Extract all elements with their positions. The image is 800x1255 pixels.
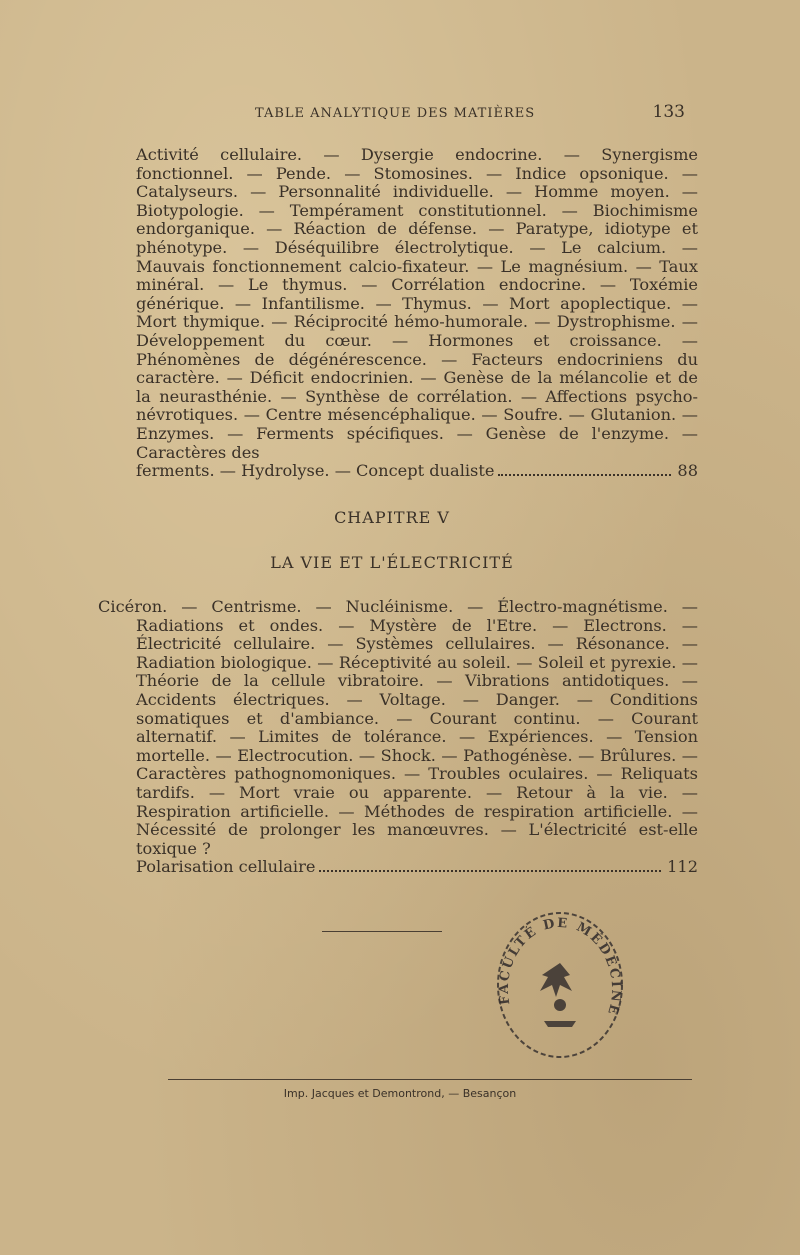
chapter-number: CHAPITRE V [334, 508, 450, 527]
entry-leader-line [98, 858, 698, 877]
header-title: TABLE ANALYTIQUE DES MATIÈRES [255, 106, 536, 121]
dot-leader [498, 474, 671, 476]
entry-last-line: ferments. — Hydrolyse. — Concept dualiste [136, 461, 495, 481]
entry-page-number: 112 [667, 857, 698, 877]
entry-text: Cicéron. — Centrisme. — Nucléinisme. — Électro-magnétisme. — Radiations et ondes. — Mystère de l'Etre. — Electrons. — Électricité cellulaire. — Systèmes cellulaires. — Résonance. — Radiation biologique. — Réceptivité au soleil. — Soleil et pyrexie. — Théorie de la cellule vibratoire. — Vibrations antidotiques. — Accidents électriques. — Voltage. — Danger. — Conditions somatiques et d'ambiance. — Courant continu. — Courant alternatif. — Limites de tolérance. — Expériences. — Tension mortelle. — Electrocution. — Shock. — Pathogénèse. — Brûlures. — Caractères pathognomoniques. — Troubles oculaires. — Reliquats tardifs. — Mort vraie ou apparente. — Retour à la vie. — Respiration artificielle. — Méthodes de respiration artificielle. — Nécessité de prolonger les manœuvres. — L'électricité est-elle toxique ? [98, 597, 698, 858]
library-stamp-seal [490, 893, 630, 1063]
printer-imprint: Imp. Jacques et Demontrond, — Besançon [283, 1087, 517, 1100]
stamp-text: FACULTÉ DE MÉDECINE [496, 915, 624, 1018]
entry-leader-line [136, 462, 698, 481]
toc-entry-chapter-iv [136, 146, 698, 481]
toc-entry-chapter-v [98, 598, 698, 877]
chapter-title: LA VIE ET L'ÉLECTRICITÉ [270, 553, 514, 572]
entry-text: Activité cellulaire. — Dysergie endocrine. — Synergisme fonctionnel. — Pende. — Stomosines. — Indice opsonique. — Catalyseurs. — Personnalité individuelle. — Homme moyen. — Biotypologie. — Tempérament constitutionnel. — Biochimisme endorganique. — Réaction de défense. — Paratype, idiotype et phénotype. — Déséquilibre électrolytique. — Le calcium. — Mauvais fonctionnement calcio-fixateur. — Le magnésium. — Taux minéral. — Le thymus. — Corrélation endocrine. — Toxémie générique. — Infantilisme. — Thymus. — Mort apoplectique. — Mort thymique. — Réciprocité hémo-humorale. — Dystrophisme. — Développement du cœur. — Hormones et croissance. — Phénomènes de dégénérescence. — Facteurs endocriniens du caractère. — Déficit endocrinien. — Genèse de la mélancolie et de la neurasthénie. — Synthèse de corrélation. — Affections psycho-névrotiques. — Centre mésencéphalique. — Soufre. — Glutanion. — Enzymes. — Ferments spécifiques. — Genèse de l'enzyme. — Caractères des [136, 145, 698, 462]
dot-leader [319, 870, 661, 872]
footer-rule [168, 1079, 692, 1080]
entry-page-number: 88 [677, 461, 698, 481]
entry-last-line: Polarisation cellulaire [136, 857, 316, 877]
page-number: 133 [652, 102, 685, 122]
short-rule-divider [322, 931, 442, 932]
